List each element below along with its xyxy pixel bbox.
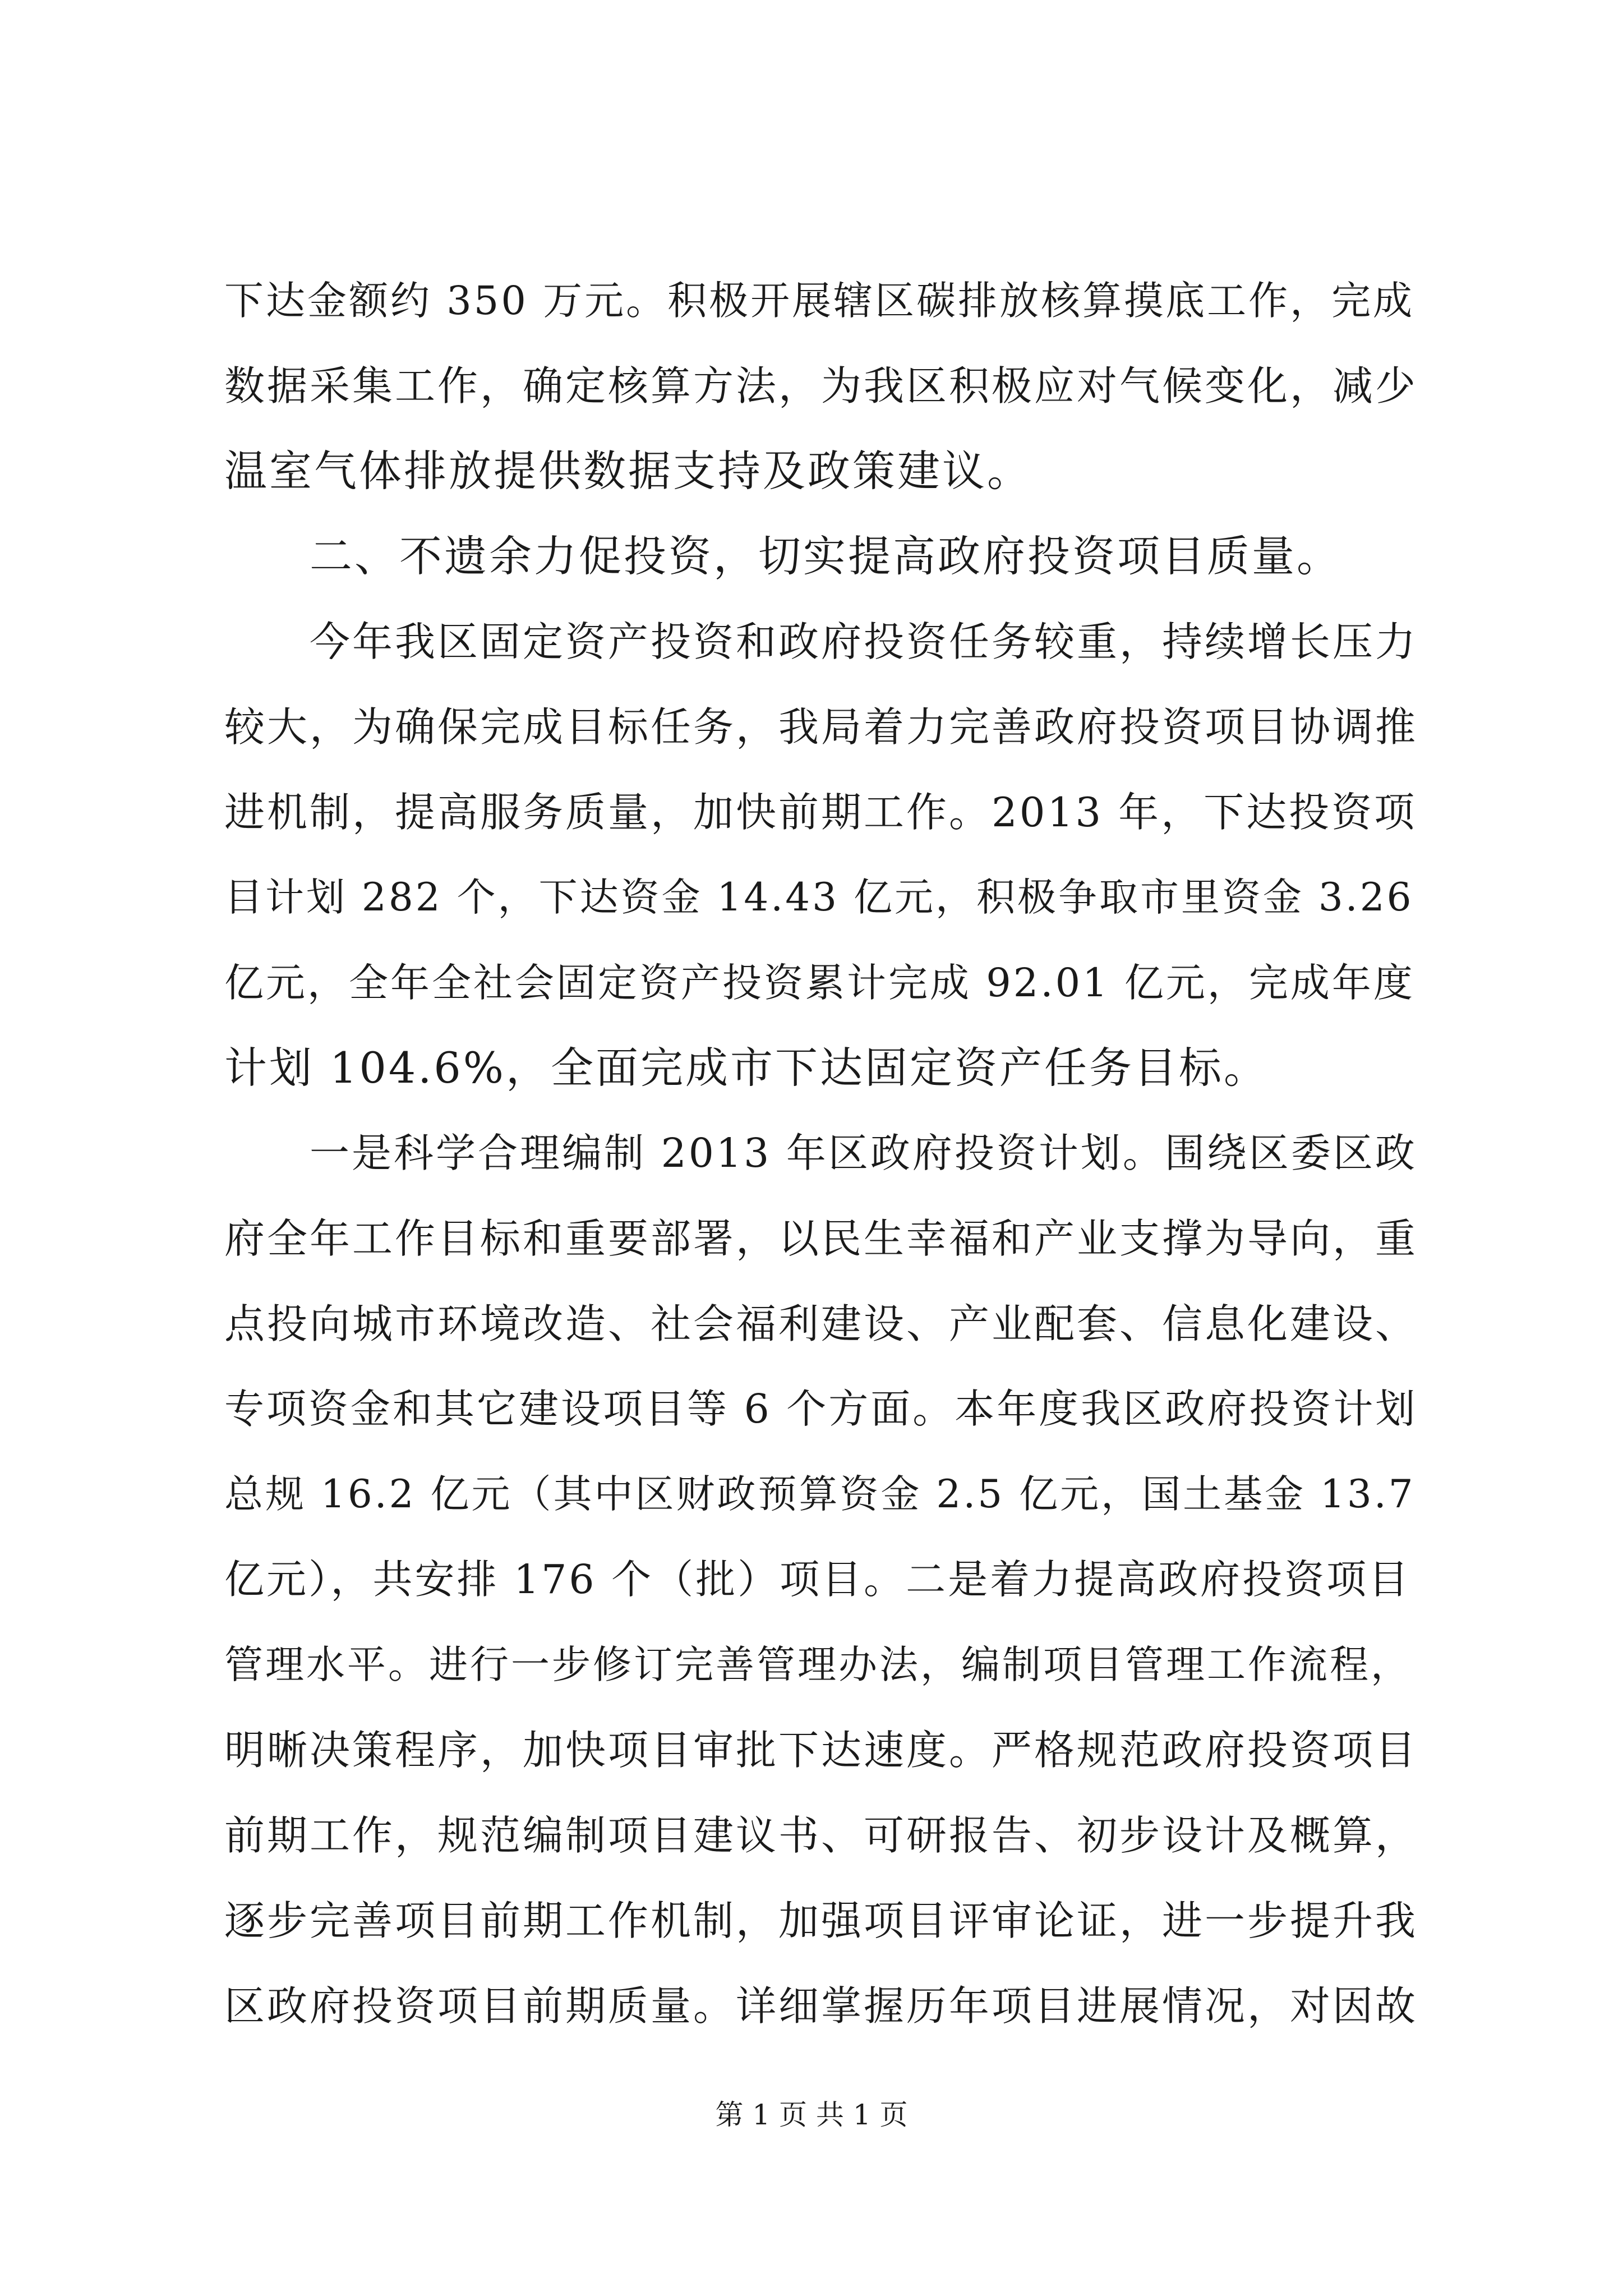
text-line: 明晰决策程序，加快项目审批下达速度。严格规范政府投资项目 <box>224 1727 1418 1774</box>
text-line: 专项资金和其它建设项目等 6 个方面。本年度我区政府投资计划 <box>224 1386 1418 1432</box>
text-line: 进机制，提高服务质量，加快前期工作。2013 年，下达投资项 <box>224 789 1417 836</box>
text-line: 较大，为确保完成目标任务，我局着力完善政府投资项目协调推 <box>224 703 1418 751</box>
text-line: 总规 16.2 亿元（其中区财政预算资金 2.5 亿元，国土基金 13.7 <box>224 1472 1415 1517</box>
text-line: 计划 104.6%，全面完成市下达固定资产任务目标。 <box>224 1043 1269 1093</box>
section-heading: 二、不遗余力促投资，切实提高政府投资项目质量。 <box>310 531 1341 581</box>
text-line: 区政府投资项目前期质量。详细掌握历年项目进展情况，对因故 <box>224 1982 1418 2030</box>
text-line: 目计划 282 个，下达资金 14.43 亿元，积极争取市里资金 3.26 <box>224 875 1414 920</box>
text-line: 一是科学合理编制 2013 年区政府投资计划。围绕区委区政 <box>310 1130 1417 1176</box>
text-line: 亿元），共安排 176 个（批）项目。二是着力提高政府投资项目 <box>224 1556 1411 1603</box>
text-line: 下达金额约 350 万元。积极开展辖区碳排放核算摸底工作，完成 <box>224 278 1415 324</box>
text-line: 亿元，全年全社会固定资产投资累计完成 92.01 亿元，完成年度 <box>224 960 1415 1006</box>
text-line: 今年我区固定资产投资和政府投资任务较重，持续增长压力 <box>310 618 1418 665</box>
text-line: 点投向城市环境改造、社会福利建设、产业配套、信息化建设、 <box>224 1300 1418 1347</box>
text-line: 逐步完善项目前期工作机制，加强项目评审论证，进一步提升我 <box>224 1897 1418 1944</box>
text-line: 管理水平。进行一步修订完善管理办法，编制项目管理工作流程， <box>224 1642 1412 1687</box>
text-line: 温室气体排放提供数据支持及政策建议。 <box>224 446 1032 496</box>
text-line: 数据采集工作，确定核算方法，为我区积极应对气候变化，减少 <box>224 362 1418 409</box>
page-footer: 第 1 页 共 1 页 <box>715 2099 908 2131</box>
text-line: 前期工作，规范编制项目建议书、可研报告、初步设计及概算， <box>224 1812 1418 1859</box>
text-line: 府全年工作目标和重要部署，以民生幸福和产业支撑为导向，重 <box>224 1215 1418 1262</box>
